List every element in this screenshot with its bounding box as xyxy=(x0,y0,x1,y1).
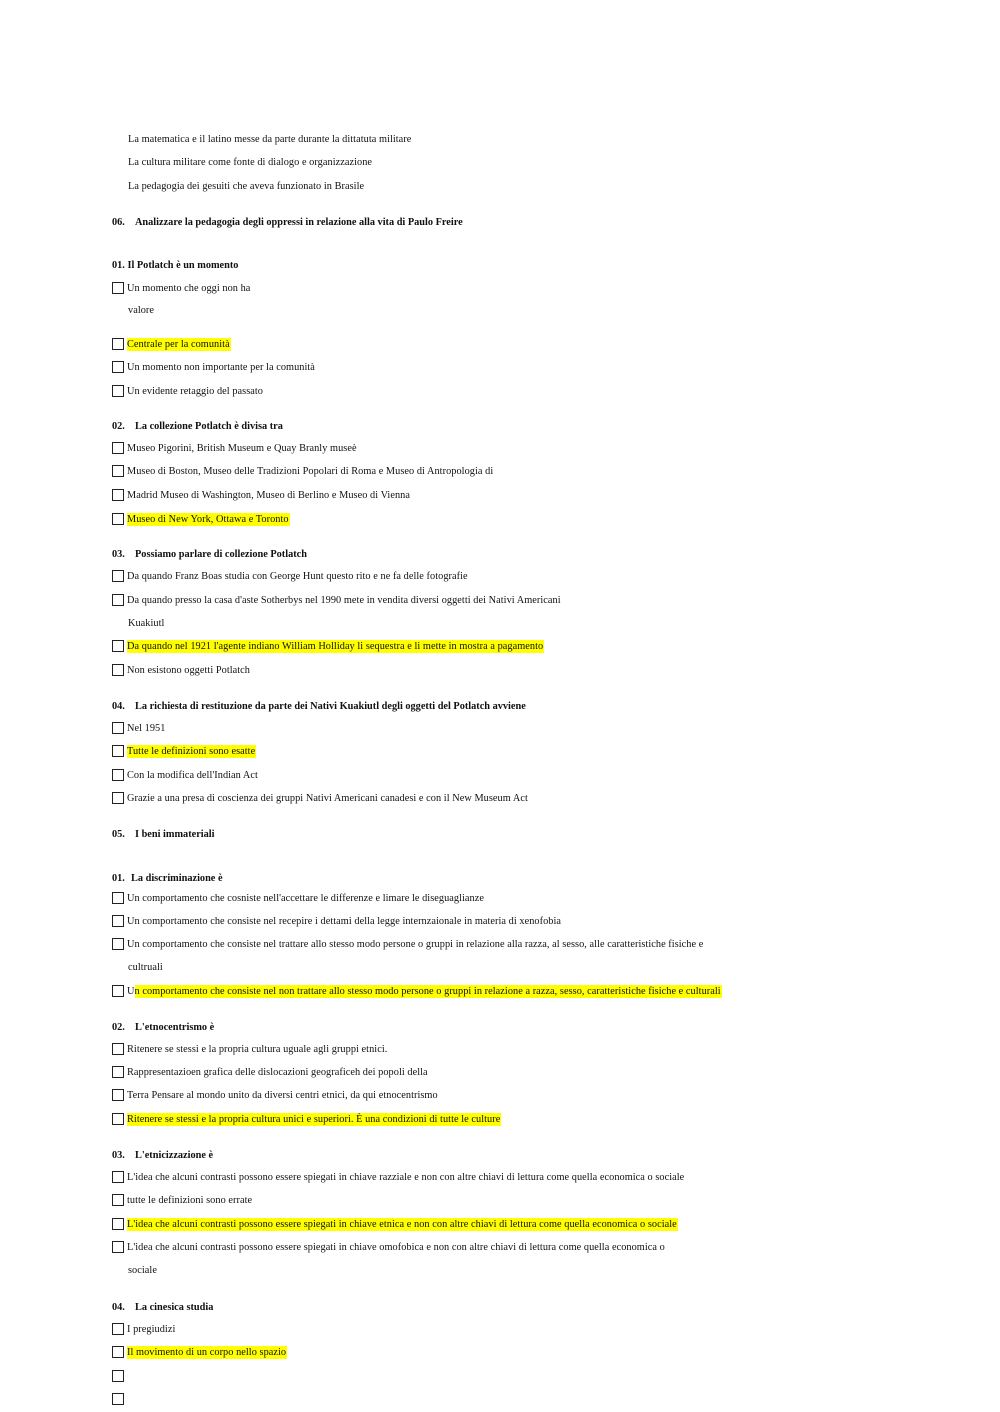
answer-option[interactable] xyxy=(112,567,468,585)
checkbox[interactable] xyxy=(112,722,124,734)
intro-line: La cultura militare come fonte di dialogo e organizzazione xyxy=(128,156,373,168)
answer-option[interactable] xyxy=(112,358,315,376)
answer-option[interactable] xyxy=(112,335,231,353)
question-heading xyxy=(112,1146,213,1164)
answer-option[interactable] xyxy=(112,935,703,953)
option-text: Non esistono oggetti Potlatch xyxy=(127,664,251,676)
question-number: 04. xyxy=(112,1301,125,1313)
question-heading xyxy=(112,256,238,274)
checkbox[interactable] xyxy=(112,1346,124,1358)
question-number: 02. xyxy=(112,1021,125,1033)
checkbox[interactable] xyxy=(112,1393,124,1405)
answer-option[interactable] xyxy=(112,439,357,457)
checkbox[interactable] xyxy=(112,1089,124,1101)
answer-option[interactable] xyxy=(112,279,250,297)
answer-option[interactable] xyxy=(112,510,290,528)
checkbox[interactable] xyxy=(112,1323,124,1335)
checkbox[interactable] xyxy=(112,915,124,927)
option-text: Con la modifica dell'Indian Act xyxy=(127,769,258,781)
answer-option[interactable] xyxy=(112,1110,501,1128)
option-text: L'idea che alcuni contrasti possono essere spiegati in chiave omofobica e non con altre chiavi di lettura come quella economica o xyxy=(127,1241,665,1253)
answer-option[interactable] xyxy=(112,766,258,784)
option-text: Un comportamento che consiste nel trattare allo stesso modo persone o gruppi in relazione alla razza, al sesso, alle caratteristiche fisiche e xyxy=(127,938,704,950)
option-text: Grazie a una presa di coscienza dei gruppi Nativi Americani canadesi e con il New Museum Act xyxy=(127,792,528,804)
answer-option[interactable] xyxy=(112,1086,438,1104)
question-text: La collezione Potlatch è divisa tra xyxy=(135,420,283,432)
option-text: Da quando Franz Boas studia con George Hunt questo rito e ne fa delle fotografie xyxy=(127,570,468,582)
option-text: L'idea che alcuni contrasti possono essere spiegati in chiave razziale e non con altre chiavi di lettura come quella economica o sociale xyxy=(127,1171,685,1183)
answer-option[interactable] xyxy=(112,382,263,400)
option-text: Rappresentazioen grafica delle dislocazioni geograficeh dei popoli della xyxy=(127,1066,428,1078)
checkbox[interactable] xyxy=(112,594,124,606)
checkbox[interactable] xyxy=(112,1043,124,1055)
option-text-highlighted: Centrale per la comunità xyxy=(127,338,230,350)
checkbox[interactable] xyxy=(112,338,124,350)
option-text: Da quando presso la casa d'aste Sotherbys nel 1990 mete in vendita diversi oggetti dei Nativi Americani xyxy=(127,594,561,606)
question-number: 01. xyxy=(112,872,125,884)
question-number: 03. xyxy=(112,1149,125,1161)
option-text-highlighted: Tutte le definizioni sono esatte xyxy=(127,745,256,757)
option-continuation: valore xyxy=(128,304,155,316)
option-text: tutte le definizioni sono errate xyxy=(127,1194,253,1206)
question-text: La discriminazione è xyxy=(131,872,223,884)
checkbox[interactable] xyxy=(112,442,124,454)
answer-option[interactable] xyxy=(112,1367,127,1385)
option-text-prefix: U xyxy=(127,985,135,997)
option-text-highlighted: Da quando nel 1921 l'agente indiano William Holliday li sequestra e li mette in mostra a pagamento xyxy=(127,640,544,652)
checkbox[interactable] xyxy=(112,570,124,582)
question-heading xyxy=(112,1298,213,1316)
option-text-highlighted: n comportamento che consiste nel non trattare allo stesso modo persone o gruppi in relazione a razza, sesso, caratteristiche fisiche e culturali xyxy=(134,985,721,997)
question-heading xyxy=(112,825,215,843)
option-text-highlighted: Ritenere se stessi e la propria cultura unici e superiori. È una condizioni di tutte le culture xyxy=(127,1113,501,1125)
option-text: Un momento non importante per la comunità xyxy=(127,361,315,373)
question-number: 06. xyxy=(112,216,125,228)
option-continuation: sociale xyxy=(128,1264,157,1276)
answer-option[interactable] xyxy=(112,591,561,609)
question-text: L'etnicizzazione è xyxy=(135,1149,214,1161)
answer-option[interactable] xyxy=(112,1215,678,1233)
answer-option[interactable] xyxy=(112,637,544,655)
answer-option[interactable] xyxy=(112,719,165,737)
answer-option[interactable] xyxy=(112,889,484,907)
option-text: Terra Pensare al mondo unito da diversi centri etnici, da qui etnocentrismo xyxy=(127,1089,438,1101)
answer-option[interactable] xyxy=(112,1390,127,1408)
question-text: La cinesica studia xyxy=(135,1301,214,1313)
checkbox[interactable] xyxy=(112,792,124,804)
question-heading xyxy=(112,697,526,715)
option-text: I pregiudizi xyxy=(127,1323,176,1335)
option-text: Un comportamento che cosniste nell'accettare le differenze e limare le diseguaglianze xyxy=(127,892,484,904)
checkbox[interactable] xyxy=(112,1194,124,1206)
checkbox[interactable] xyxy=(112,465,124,477)
option-text-highlighted: L'idea che alcuni contrasti possono essere spiegati in chiave etnica e non con altre chiavi di lettura come quella economica o sociale xyxy=(127,1218,677,1230)
question-number: 04. xyxy=(112,700,125,712)
checkbox[interactable] xyxy=(112,1241,124,1253)
checkbox[interactable] xyxy=(112,938,124,950)
checkbox[interactable] xyxy=(112,361,124,373)
answer-option[interactable] xyxy=(112,1040,387,1058)
question-number: 02. xyxy=(112,420,125,432)
checkbox[interactable] xyxy=(112,1218,124,1230)
question-heading xyxy=(112,1018,214,1036)
option-text: Nel 1951 xyxy=(127,722,166,734)
answer-option[interactable] xyxy=(112,1320,175,1338)
checkbox[interactable] xyxy=(112,664,124,676)
option-text-highlighted: Il movimento di un corpo nello spazio xyxy=(127,1346,287,1358)
question-text: L'etnocentrismo è xyxy=(135,1021,215,1033)
option-continuation: Kuakiutl xyxy=(128,617,165,629)
question-heading xyxy=(112,545,307,563)
option-text: Un evidente retaggio del passato xyxy=(127,385,263,397)
checkbox[interactable] xyxy=(112,1066,124,1078)
question-heading xyxy=(112,869,223,887)
checkbox[interactable] xyxy=(112,769,124,781)
checkbox[interactable] xyxy=(112,640,124,652)
option-text-highlighted: Museo di New York, Ottawa e Toronto xyxy=(127,513,289,525)
checkbox[interactable] xyxy=(112,282,124,294)
checkbox[interactable] xyxy=(112,745,124,757)
answer-option[interactable] xyxy=(112,912,561,930)
question-text: Possiamo parlare di collezione Potlatch xyxy=(135,548,307,560)
checkbox[interactable] xyxy=(112,1370,124,1382)
option-text: Ritenere se stessi e la propria cultura uguale agli gruppi etnici. xyxy=(127,1043,388,1055)
answer-option[interactable] xyxy=(112,742,256,760)
question-text: 01. Il Potlatch è un momento xyxy=(112,259,239,271)
option-text: Madrid Museo di Washington, Museo di Berlino e Museo di Vienna xyxy=(127,489,410,501)
checkbox[interactable] xyxy=(112,489,124,501)
intro-line: La pedagogia dei gesuiti che aveva funzionato in Brasile xyxy=(128,180,365,192)
answer-option[interactable] xyxy=(112,982,722,1000)
question-text: I beni immateriali xyxy=(135,828,215,840)
answer-option[interactable] xyxy=(112,789,528,807)
question-heading xyxy=(112,417,283,435)
checkbox[interactable] xyxy=(112,985,124,997)
option-text: Un comportamento che consiste nel recepire i dettami della legge internzaionale in materia di xenofobia xyxy=(127,915,562,927)
checkbox[interactable] xyxy=(112,1171,124,1183)
question-number: 05. xyxy=(112,828,125,840)
answer-option[interactable] xyxy=(112,1238,665,1256)
answer-option[interactable] xyxy=(112,1063,428,1081)
checkbox[interactable] xyxy=(112,385,124,397)
question-number: 03. xyxy=(112,548,125,560)
intro-line: La matematica e il latino messe da parte durante la dittatuta militare xyxy=(128,133,412,145)
answer-option[interactable] xyxy=(112,462,493,480)
question-heading xyxy=(112,213,463,231)
option-text: Museo di Boston, Museo delle Tradizioni Popolari di Roma e Museo di Antropologia di xyxy=(127,465,494,477)
question-text: Analizzare la pedagogia degli oppressi in relazione alla vita di Paulo Freire xyxy=(135,216,463,228)
answer-option[interactable] xyxy=(112,486,410,504)
checkbox[interactable] xyxy=(112,1113,124,1125)
option-continuation: cultruali xyxy=(128,961,163,973)
answer-option[interactable] xyxy=(112,1191,252,1209)
question-text: La richiesta di restituzione da parte dei Nativi Kuakiutl degli oggetti del Potlatch avviene xyxy=(135,700,526,712)
option-text: Un momento che oggi non ha xyxy=(127,282,251,294)
checkbox[interactable] xyxy=(112,513,124,525)
answer-option[interactable] xyxy=(112,661,250,679)
answer-option[interactable] xyxy=(112,1343,287,1361)
checkbox[interactable] xyxy=(112,892,124,904)
option-text: Museo Pigorini, British Museum e Quay Branly museè xyxy=(127,442,357,454)
answer-option[interactable] xyxy=(112,1168,684,1186)
